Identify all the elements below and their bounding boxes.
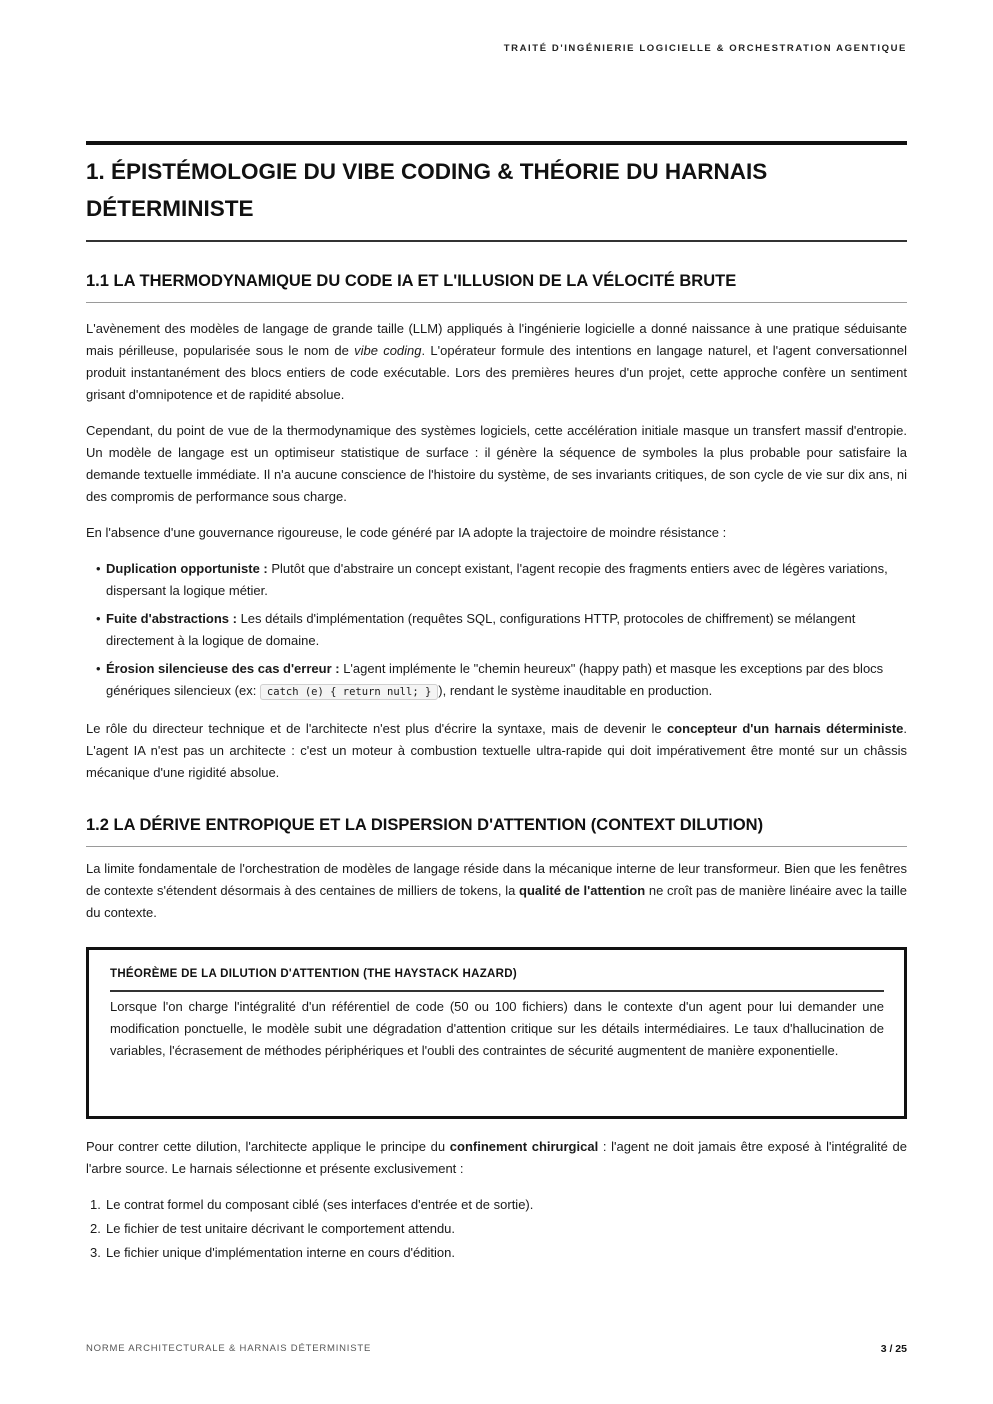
bold-term: confinement chirurgical <box>449 1139 599 1154</box>
bullet-term: Érosion silencieuse des cas d'erreur : <box>106 661 340 676</box>
paragraph-text: Le rôle du directeur technique et de l'architecte n'est plus d'écrire la syntaxe, mais de devenir le <box>86 721 667 736</box>
bold-term: qualité de l'attention <box>519 883 646 898</box>
paragraph-text: . L'opérateur formule des intentions en langage naturel, et l'agent conversationnel produit instantanément des blocs entiers de code exécutable. Lors des premières heures d'un projet, cette approche confère un sentiment grisant d'omnipotence et de rapidité absolue. <box>86 343 907 402</box>
chapter-title: 1. ÉPISTÉMOLOGIE DU VIBE CODING & THÉORIE DU HARNAIS DÉTERMINISTE <box>86 159 768 221</box>
paragraph-text: : l'agent ne doit jamais être exposé à l'intégralité de l'arbre source. Le harnais sélectionne et présente exclusivement : <box>86 1139 907 1176</box>
section-1-2-title: 1.2 LA DÉRIVE ENTROPIQUE ET LA DISPERSION D'ATTENTION (CONTEXT DILUTION) <box>86 816 764 834</box>
bullet-item <box>86 608 907 652</box>
entropy-bullet-list <box>86 558 907 703</box>
item-text: Le contrat formel du composant ciblé (ses interfaces d'entrée et de sortie). <box>106 1197 534 1212</box>
section-1-1-paragraph-3: En l'absence d'une gouvernance rigoureuse, le code généré par IA adopte la trajectoire de moindre résistance : <box>86 525 727 540</box>
chapter-rule-bottom <box>86 240 907 242</box>
bullet-text: Les détails d'implémentation (requêtes SQL, configurations HTTP, protocoles de chiffrement) se mélangent directement à la logique de domaine. <box>106 611 856 648</box>
numbered-item <box>86 1242 907 1264</box>
item-text: Le fichier de test unitaire décrivant le comportement attendu. <box>106 1221 456 1236</box>
section-1-1-paragraph-1 <box>86 318 907 406</box>
item-number: 1. <box>90 1197 101 1212</box>
section-1-1-title: 1.1 LA THERMODYNAMIQUE DU CODE IA ET L'ILLUSION DE LA VÉLOCITÉ BRUTE <box>86 272 737 290</box>
bullet-marker: • <box>96 611 101 626</box>
item-number: 2. <box>90 1221 101 1236</box>
section-1-1-paragraph-4 <box>86 718 907 784</box>
section-1-2-paragraph-2 <box>86 1136 907 1180</box>
paragraph-text: La limite fondamentale de l'orchestration de modèles de langage réside dans la mécanique interne de leur transformeur. Bien que les fenêtres de contexte s'étendent désormais à des centaines de milliers de tokens, la <box>86 861 907 898</box>
theorem-title: THÉORÈME DE LA DILUTION D'ATTENTION (THE HAYSTACK HAZARD) <box>110 968 517 980</box>
footer-title: NORME ARCHITECTURALE & HARNAIS DÉTERMINISTE <box>86 1343 372 1354</box>
bullet-term: Fuite d'abstractions : <box>106 611 237 626</box>
bullet-marker: • <box>96 561 101 576</box>
emphasis-term: vibe coding <box>354 343 422 358</box>
paragraph-text: . L'agent IA n'est pas un architecte : c'est un moteur à combustion textuelle ultra-rapide qui doit impérativement être monté sur un châssis mécanique d'une rigidité absolue. <box>86 721 907 780</box>
bullet-marker: • <box>96 661 101 676</box>
bullet-item <box>86 558 907 602</box>
bullet-text: ), rendant le système inauditable en production. <box>438 683 713 698</box>
paragraph-text: L'avènement des modèles de langage de grande taille (LLM) appliqués à l'ingénierie logicielle a donné naissance à une pratique séduisante mais périlleuse, popularisée sous le nom de <box>86 321 907 358</box>
paragraph-text: Pour contrer cette dilution, l'architecte applique le principe du <box>86 1139 450 1154</box>
bullet-text: Plutôt que d'abstraire un concept existant, l'agent recopie des fragments entiers avec de légères variations, dispersant la logique métier. <box>106 561 888 598</box>
bullet-text: L'agent implémente le "chemin heureux" (happy path) et masque les exceptions par des blocs génériques silencieux (ex: <box>106 661 884 698</box>
numbered-item <box>86 1194 907 1216</box>
chapter-rule-top <box>86 141 907 145</box>
item-text: Le fichier unique d'implémentation interne en cours d'édition. <box>106 1245 455 1260</box>
bullet-term: Duplication opportuniste : <box>106 561 268 576</box>
bold-term: concepteur d'un harnais déterministe <box>666 721 904 736</box>
item-number: 3. <box>90 1245 101 1260</box>
theorem-body: Lorsque l'on charge l'intégralité d'un référentiel de code (50 ou 100 fichiers) dans le contexte d'un agent pour lui demander une modification ponctuelle, le modèle subit une dégradation d'attention critique sur les détails intermédiaires. Le taux d'hallucination de variables, l'écrasement de méthodes périphériques et l'oubli des contraintes de sécurité augmentent de manière exponentielle. <box>110 999 884 1058</box>
theorem-rule <box>110 990 884 992</box>
section-1-2-rule <box>86 846 907 847</box>
section-1-1-rule <box>86 302 907 303</box>
section-1-1-paragraph-2: Cependant, du point de vue de la thermodynamique des systèmes logiciels, cette accélération initiale masque un transfert massif d'entropie. Un modèle de langage est un optimiseur statistique de surface : il génère la séquence de symboles la plus probable pour satisfaire la demande textuelle immédiate. Il n'a aucune conscience de l'histoire du système, de ses invariants critiques, de son cycle de vie sur dix ans, ni des compromis de performance sous charge. <box>86 423 907 504</box>
numbered-item <box>86 1218 907 1240</box>
inline-code: catch (e) { return null; } <box>260 684 438 700</box>
page-number: 3 / 25 <box>880 1343 907 1355</box>
bullet-item <box>86 658 907 703</box>
section-1-2-paragraph-1 <box>86 858 907 924</box>
confinement-steps-list <box>86 1194 907 1264</box>
theorem-box <box>86 947 907 1119</box>
running-header: TRAITÉ D'INGÉNIERIE LOGICIELLE & ORCHESTRATION AGENTIQUE <box>503 43 907 54</box>
paragraph-text: ne croît pas de manière linéaire avec la taille du contexte. <box>86 883 907 920</box>
